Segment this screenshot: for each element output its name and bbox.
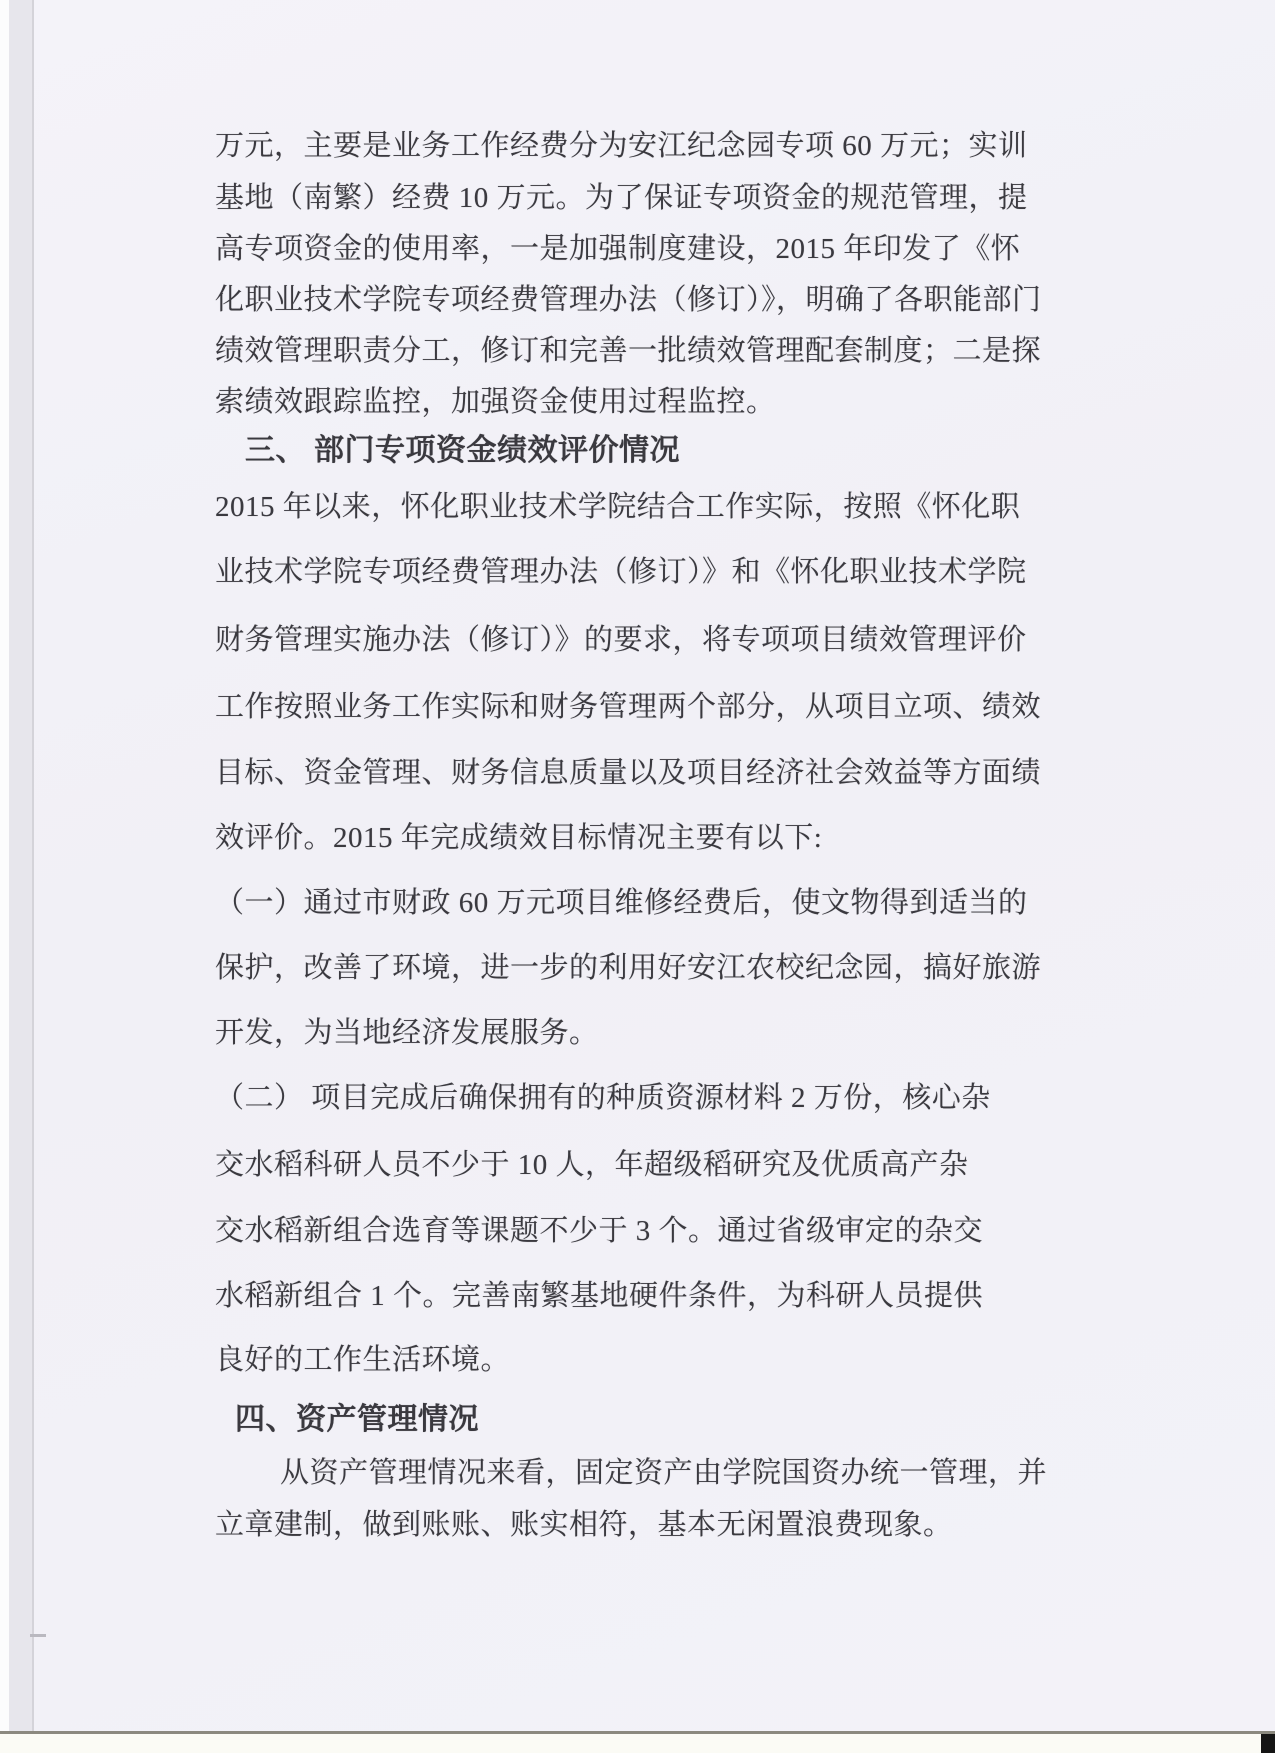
- text-line: 立章建制，做到账账、账实相符，基本无闲置浪费现象。: [215, 1509, 953, 1541]
- scan-left-edge: [0, 0, 9, 1733]
- text-line: 交水稻科研人员不少于 10 人，年超级稻研究及优质高产杂: [215, 1149, 969, 1181]
- text-line: 工作按照业务工作实际和财务管理两个部分，从项目立项、绩效: [215, 691, 1042, 723]
- text-line: 绩效管理职责分工，修订和完善一批绩效管理配套制度；二是探: [215, 335, 1042, 367]
- item-2-line: （二） 项目完成后确保拥有的种质资源材料 2 万份，核心杂: [215, 1082, 991, 1114]
- text-line: 万元，主要是业务工作经费分为安江纪念园专项 60 万元；实训: [215, 130, 1028, 162]
- text-line: 从资产管理情况来看，固定资产由学院国资办统一管理，并: [280, 1457, 1048, 1489]
- text-line: 索绩效跟踪监控，加强资金使用过程监控。: [215, 386, 776, 418]
- item-1-line: （一）通过市财政 60 万元项目维修经费后，使文物得到适当的: [215, 887, 1028, 919]
- text-line: 目标、资金管理、财务信息质量以及项目经济社会效益等方面绩: [215, 757, 1042, 789]
- text-line: 交水稻新组合选育等课题不少于 3 个。通过省级审定的杂交: [215, 1215, 984, 1247]
- text-line: 效评价。2015 年完成绩效目标情况主要有以下:: [215, 822, 823, 854]
- text-line: 财务管理实施办法（修订）》的要求，将专项项目绩效管理评价: [215, 624, 1027, 656]
- text-line: 基地（南繁）经费 10 万元。为了保证专项资金的规范管理，提: [215, 182, 1028, 214]
- text-line: 良好的工作生活环境。: [215, 1344, 511, 1376]
- text-line: 2015 年以来，怀化职业技术学院结合工作实际，按照《怀化职: [215, 491, 1021, 523]
- text-line: 保护，改善了环境，进一步的利用好安江农校纪念园，搞好旅游: [215, 952, 1042, 984]
- text-line: 业技术学院专项经费管理办法（修订）》和《怀化职业技术学院: [215, 556, 1027, 588]
- text-line: 高专项资金的使用率，一是加强制度建设，2015 年印发了《怀: [215, 233, 1021, 265]
- text-line: 开发，为当地经济发展服务。: [215, 1017, 599, 1049]
- text-line: 化职业技术学院专项经费管理办法（修订）》，明确了各职能部门: [215, 284, 1042, 316]
- section-4-heading: 四、资产管理情况: [235, 1403, 479, 1436]
- scan-bottom-strip: [0, 1734, 1275, 1753]
- section-3-heading: 三、 部门专项资金绩效评价情况: [245, 434, 680, 467]
- page-edge-shadow: [9, 0, 34, 1733]
- scan-corner-mark: [1261, 1734, 1275, 1753]
- scan-artifact-dash: [30, 1634, 46, 1637]
- text-line: 水稻新组合 1 个。完善南繁基地硬件条件，为科研人员提供: [215, 1280, 984, 1312]
